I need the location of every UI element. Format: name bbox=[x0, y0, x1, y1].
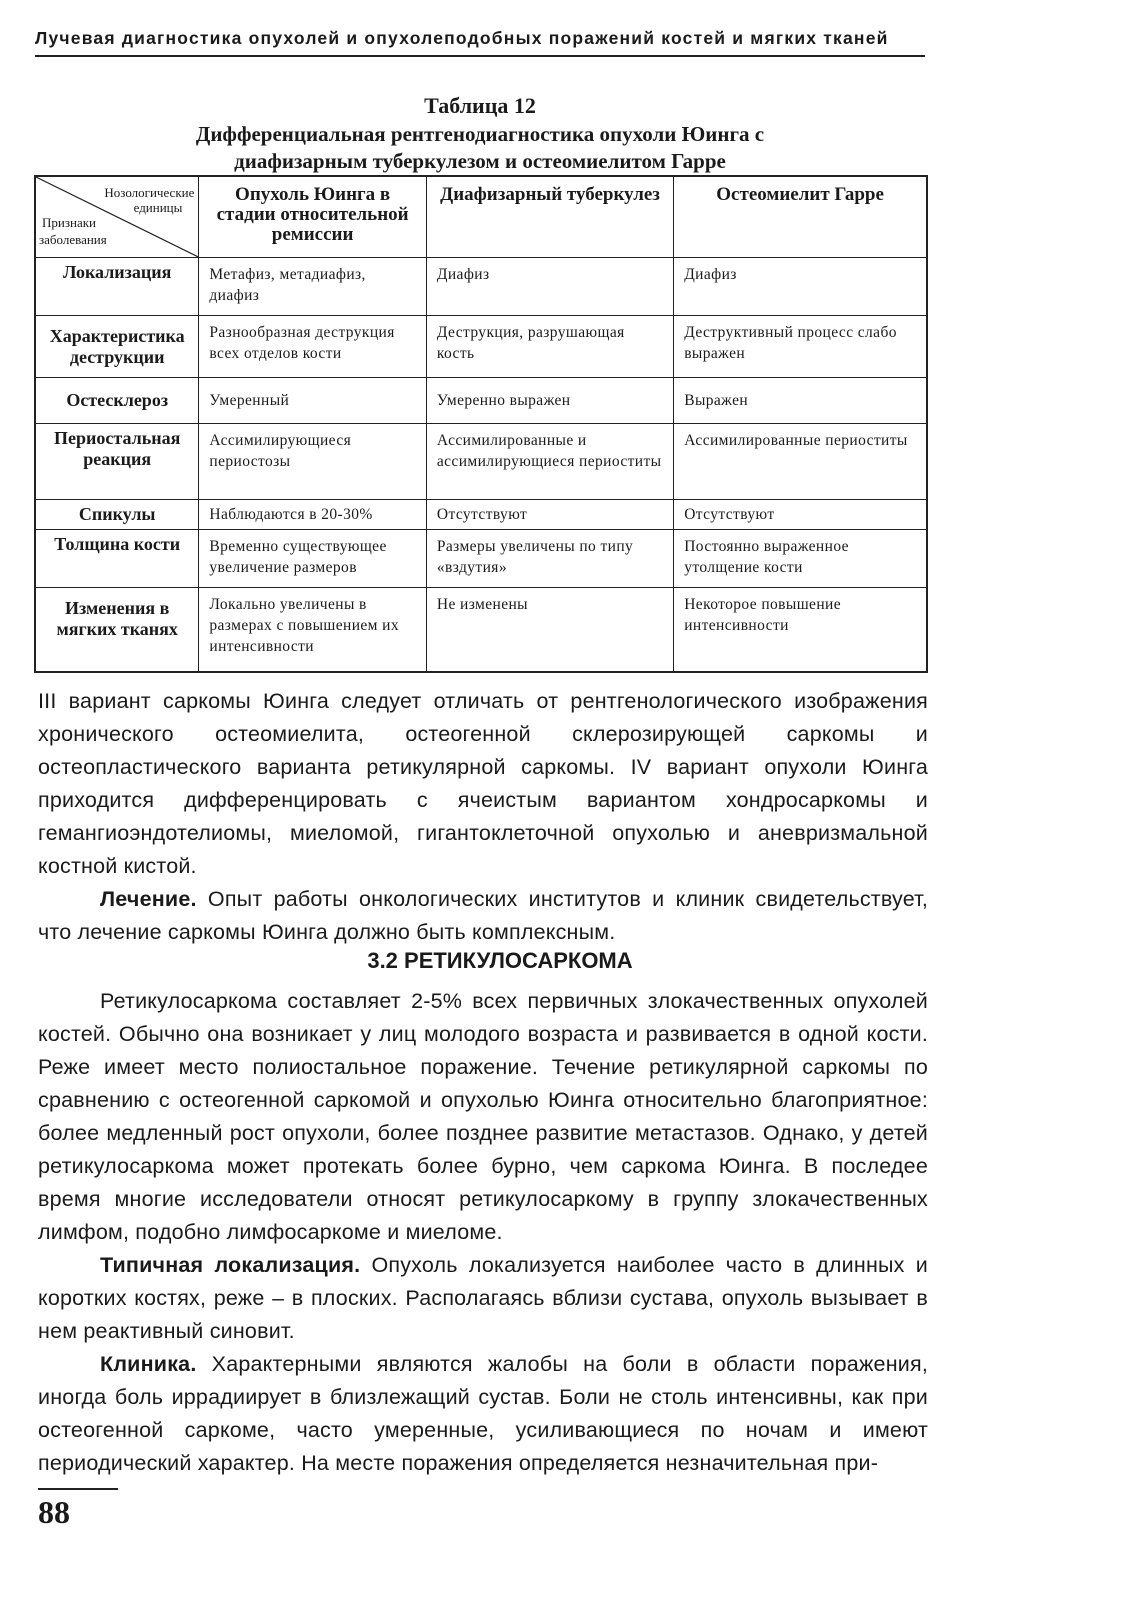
corner-label-bottom-1: Признаки bbox=[42, 215, 96, 230]
text-block-reticulosarcoma bbox=[38, 985, 928, 1480]
corner-label-top-2: единицы bbox=[133, 200, 183, 215]
table-row bbox=[35, 316, 927, 378]
row-label: Характеристика деструкции bbox=[35, 316, 199, 378]
row-label: Локализация bbox=[35, 258, 199, 316]
table-title-line-1: Дифференциальная рентгенодиагностика опухоли Юинга с bbox=[195, 122, 765, 146]
table-cell: Ассимилированные периоститы bbox=[674, 424, 927, 500]
table-caption bbox=[100, 92, 860, 175]
paragraph-localization bbox=[38, 1249, 928, 1348]
paragraph-text: Опыт работы онкологических институтов и клиник свидетельствует, что лечение саркомы Юинга должно быть комплексным. bbox=[38, 887, 928, 944]
table-cell: Некоторое повышение интенсивности bbox=[674, 588, 927, 672]
table-cell: Отсутствуют bbox=[426, 500, 673, 530]
table-corner-cell bbox=[35, 176, 199, 258]
paragraph: III вариант саркомы Юинга следует отличать от рентгенологического изображения хронического остеомиелита, остеогенной склерозирующей саркомы и остеопластического варианта ретикулярной саркомы. IV вариант опухоли Юинга приходится дифференцировать с ячеистым вариантом хондросаркомы и гемангиоэндотелиомы, миеломой, гигантоклеточной опухолью и аневризмальной костной кистой. bbox=[38, 689, 928, 878]
running-header: Лучевая диагностика опухолей и опухолеподобных поражений костей и мягких тканей bbox=[35, 28, 925, 57]
table-cell: Умеренный bbox=[199, 378, 427, 424]
corner-label-bottom-2: заболевания bbox=[39, 232, 107, 247]
row-label: Остесклероз bbox=[35, 378, 199, 424]
table-cell: Постоянно выраженное утолщение кости bbox=[674, 530, 927, 588]
column-header-tuberculosis: Диафизарный туберкулез bbox=[426, 176, 673, 258]
table-cell: Умеренно выражен bbox=[426, 378, 673, 424]
table-cell: Диафиз bbox=[426, 258, 673, 316]
table-row bbox=[35, 530, 927, 588]
table-header-row bbox=[35, 176, 927, 258]
table-row bbox=[35, 588, 927, 672]
paragraph-lead: Лечение. bbox=[100, 887, 197, 911]
table-row bbox=[35, 500, 927, 530]
page-number: 88 bbox=[38, 1494, 70, 1530]
row-label: Изменения в мягких тканях bbox=[35, 588, 199, 672]
table-cell: Не изменены bbox=[426, 588, 673, 672]
table-cell: Ассимилирующиеся периостозы bbox=[199, 424, 427, 500]
table-row bbox=[35, 424, 927, 500]
table-row bbox=[35, 258, 927, 316]
paragraph-clinic bbox=[38, 1348, 928, 1480]
table-cell: Выражен bbox=[674, 378, 927, 424]
table-cell: Метафиз, метадиафиз, диафиз bbox=[199, 258, 427, 316]
paragraph-treatment bbox=[38, 883, 928, 949]
text-block-ewing bbox=[38, 685, 928, 949]
row-label: Толщина кости bbox=[35, 530, 199, 588]
footer-rule bbox=[38, 1488, 118, 1490]
table-cell: Временно существующее увеличение размеров bbox=[199, 530, 427, 588]
table-cell: Размеры увеличены по типу «вздутия» bbox=[426, 530, 673, 588]
table-cell: Наблюдаются в 20-30% bbox=[199, 500, 427, 530]
paragraph-lead: Типичная локализация. bbox=[100, 1253, 361, 1277]
table-number: Таблица 12 bbox=[424, 93, 536, 118]
column-header-garre: Остеомиелит Гарре bbox=[674, 176, 927, 258]
table-cell: Локально увеличены в размерах с повышением их интенсивности bbox=[199, 588, 427, 672]
differential-table bbox=[34, 175, 928, 673]
table-row bbox=[35, 378, 927, 424]
table-cell: Разнообразная деструкция всех отделов кости bbox=[199, 316, 427, 378]
table-cell: Ассимилированные и ассимилирующиеся периоститы bbox=[426, 424, 673, 500]
corner-label-top-1: Нозологические bbox=[104, 185, 195, 200]
row-label: Периостальная реакция bbox=[35, 424, 199, 500]
table-cell: Диафиз bbox=[674, 258, 927, 316]
table-cell: Деструкция, разрушающая кость bbox=[426, 316, 673, 378]
paragraph-text: Опухоль локализуется наиболее часто в длинных и коротких костях, реже – в плоских. Располагаясь вблизи сустава, опухоль вызывает в нем реактивный синовит. bbox=[38, 1253, 928, 1343]
column-header-ewing: Опухоль Юинга в стадии относительной ремиссии bbox=[199, 176, 427, 258]
table-cell: Деструктивный процесс слабо выражен bbox=[674, 316, 927, 378]
table-title-line-2: диафизарным туберкулезом и остеомиелитом Гарре bbox=[234, 149, 726, 173]
row-label: Спикулы bbox=[35, 500, 199, 530]
paragraph: Ретикулосаркома составляет 2-5% всех первичных злокачественных опухолей костей. Обычно она возникает у лиц молодого возраста и развивается в одной кости. Реже имеет место полиостальное поражение. Течение ретикулярной саркомы по сравнению с остеогенной саркомой и опухолью Юинга относительно благоприятное: более медленный рост опухоли, более позднее развитие метастазов. Однако, у детей ретикулосаркома может протекать более бурно, чем саркома Юинга. В последее время многие исследователи относят ретикулосаркому в группу злокачественных лимфом, подобно лимфосаркоме и миеломе. bbox=[38, 989, 928, 1244]
paragraph-text: Характерными являются жалобы на боли в области поражения, иногда боль иррадиирует в близлежащий сустав. Боли не столь интенсивны, как при остеогенной саркоме, часто умеренные, усиливающиеся по ночам и имеют периодический характер. На месте поражения определяется незначительная при- bbox=[38, 1352, 928, 1475]
section-heading: 3.2 РЕТИКУЛОСАРКОМА bbox=[367, 948, 633, 973]
paragraph-lead: Клиника. bbox=[100, 1352, 197, 1376]
table-cell: Отсутствуют bbox=[674, 500, 927, 530]
